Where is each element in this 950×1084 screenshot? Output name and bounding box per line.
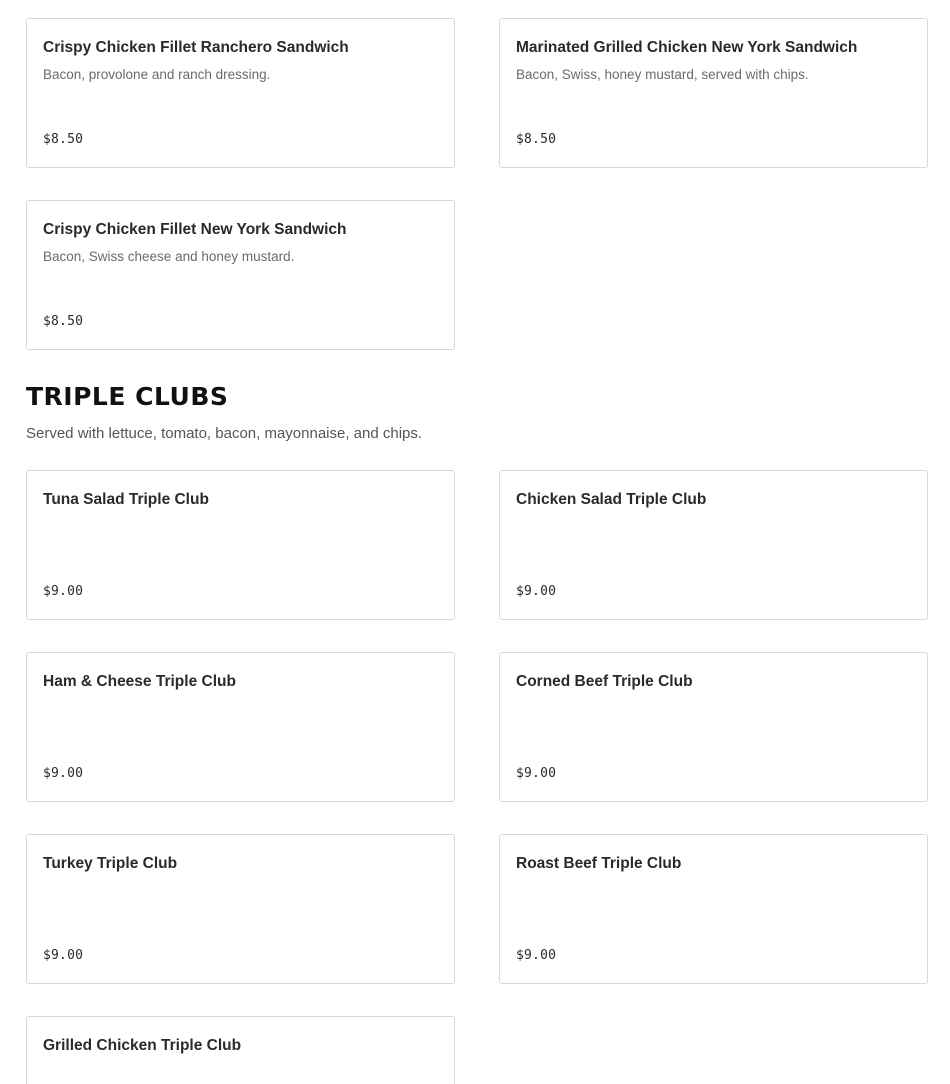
menu-item-name: Crispy Chicken Fillet New York Sandwich xyxy=(43,221,347,238)
menu-item-card[interactable] xyxy=(499,18,928,168)
menu-item-price: $8.50 xyxy=(516,132,557,147)
menu-item-price: $9.00 xyxy=(43,584,84,599)
menu-item-card[interactable] xyxy=(26,834,455,984)
menu-item-card[interactable] xyxy=(26,200,455,350)
section-description: Served with lettuce, tomato, bacon, mayonnaise, and chips. xyxy=(26,425,423,442)
menu-item-name: Marinated Grilled Chicken New York Sandwich xyxy=(516,39,858,56)
menu-item-name: Chicken Salad Triple Club xyxy=(516,491,707,508)
menu-item-name: Tuna Salad Triple Club xyxy=(43,491,209,508)
menu-item-price: $9.00 xyxy=(43,766,84,781)
menu-item-description: Bacon, Swiss cheese and honey mustard. xyxy=(43,249,295,264)
menu-item-price: $9.00 xyxy=(516,766,557,781)
menu-item-card[interactable] xyxy=(26,1016,455,1084)
menu-item-name: Roast Beef Triple Club xyxy=(516,855,682,872)
menu-item-card[interactable] xyxy=(499,834,928,984)
menu-item-name: Corned Beef Triple Club xyxy=(516,673,693,690)
menu-item-description: Bacon, provolone and ranch dressing. xyxy=(43,67,271,82)
menu-item-price: $8.50 xyxy=(43,314,84,329)
menu-item-price: $8.50 xyxy=(43,132,84,147)
menu-item-card[interactable] xyxy=(26,652,455,802)
menu-item-description: Bacon, Swiss, honey mustard, served with chips. xyxy=(516,67,809,82)
menu-item-card[interactable] xyxy=(26,18,455,168)
menu-item-price: $9.00 xyxy=(516,584,557,599)
menu-item-price: $9.00 xyxy=(516,948,557,963)
menu-item-card[interactable] xyxy=(26,470,455,620)
menu-item-price: $9.00 xyxy=(43,948,84,963)
menu-item-name: Grilled Chicken Triple Club xyxy=(43,1037,242,1054)
menu-item-name: Crispy Chicken Fillet Ranchero Sandwich xyxy=(43,39,349,56)
menu-item-name: Ham & Cheese Triple Club xyxy=(43,673,236,690)
menu-item-card[interactable] xyxy=(499,470,928,620)
menu-item-name: Turkey Triple Club xyxy=(43,855,178,872)
section-heading: TRIPLE CLUBS xyxy=(26,382,229,411)
menu-item-card[interactable] xyxy=(499,652,928,802)
